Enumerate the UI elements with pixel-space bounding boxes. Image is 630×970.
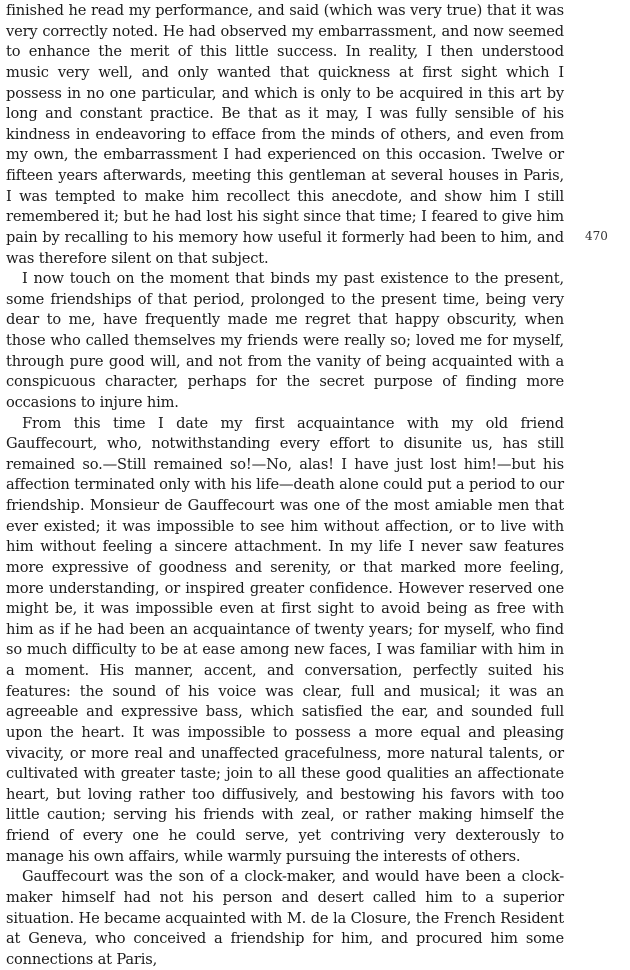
paragraph-continuation: finished he read my performance, and said (which was very true) that it was very correctly noted. He had observed my embarrassment, and now seemed to enhance the merit of this little success. In reality, I then understood music very well, and only wanted that quickness at first sight which I possess in no one particular, and which is only to be acquired in this art by long and constant practice. Be that as it may, I was fully sensible of his kindness in endeavoring to efface from the minds of others, and even from my own, the embarrassment I had experienced on this occasion. Twelve or fifteen years afterwards, meeting this gentleman at several houses in Paris, I was tempted to make him recollect this anecdote, and show him I still remembered it; but he had lost his sight since that time; I feared to give him pain by recalling to his memory how useful it formerly had been to him, and was therefore silent on that subject. [6, 2, 564, 267]
paragraph-friendships: I now touch on the moment that binds my past existence to the present, some friendships of that period, prolonged to the present time, being very dear to me, have frequently made me regret that happy obscurity, when those who called themselves my friends were really so; loved me for myself, through pure good will, and not from the vanity of being acquainted with a conspicuous character, perhaps for the secret purpose of finding more occasions to injure him. [6, 270, 564, 411]
page-number: 470 [585, 229, 608, 243]
paragraph-gauffecourt-origins: Gauffecourt was the son of a clock-maker, and would have been a clock-maker himself had not his person and desert called him to a superior situation. He became acquainted with M. de la Closure, the French Resident at Geneva, who conceived a friendship for him, and procured him some connections at Paris, [6, 868, 564, 968]
body-text [6, 1, 564, 970]
paragraph-gauffecourt-acquaintance: From this time I date my first acquaintance with my old friend Gauffecourt, who, notwithstanding every effort to disunite us, has still remained so.—Still remained so!—No, alas! I have just lost him!—but his affection terminated only with his life—death alone could put a period to our friendship. Monsieur de Gauffecourt was one of the most amiable men that ever existed; it was impossible to see him without affection, or to live with him without feeling a sincere attachment. In my life I never saw features more expressive of goodness and serenity, or that marked more feeling, more understanding, or inspired greater confidence. However reserved one might be, it was impossible even at first sight to avoid being as free with him as if he had been an acquaintance of twenty years; for myself, who find so much difficulty to be at ease among new faces, I was familiar with him in a moment. His manner, accent, and conversation, perfectly suited his features: the sound of his voice was clear, full and musical; it was an agreeable and expressive bass, which satisfied the ear, and sounded full upon the heart. It was impossible to possess a more equal and pleasing vivacity, or more real and unaffected gracefulness, more natural talents, or cultivated with greater taste; join to all these good qualities an affectionate heart, but loving rather too diffusively, and bestowing his favors with too little caution; serving his friends with zeal, or rather making himself the friend of every one he could serve, yet contriving very dexterously to manage his own affairs, while warmly pursuing the interests of others. [6, 414, 564, 865]
